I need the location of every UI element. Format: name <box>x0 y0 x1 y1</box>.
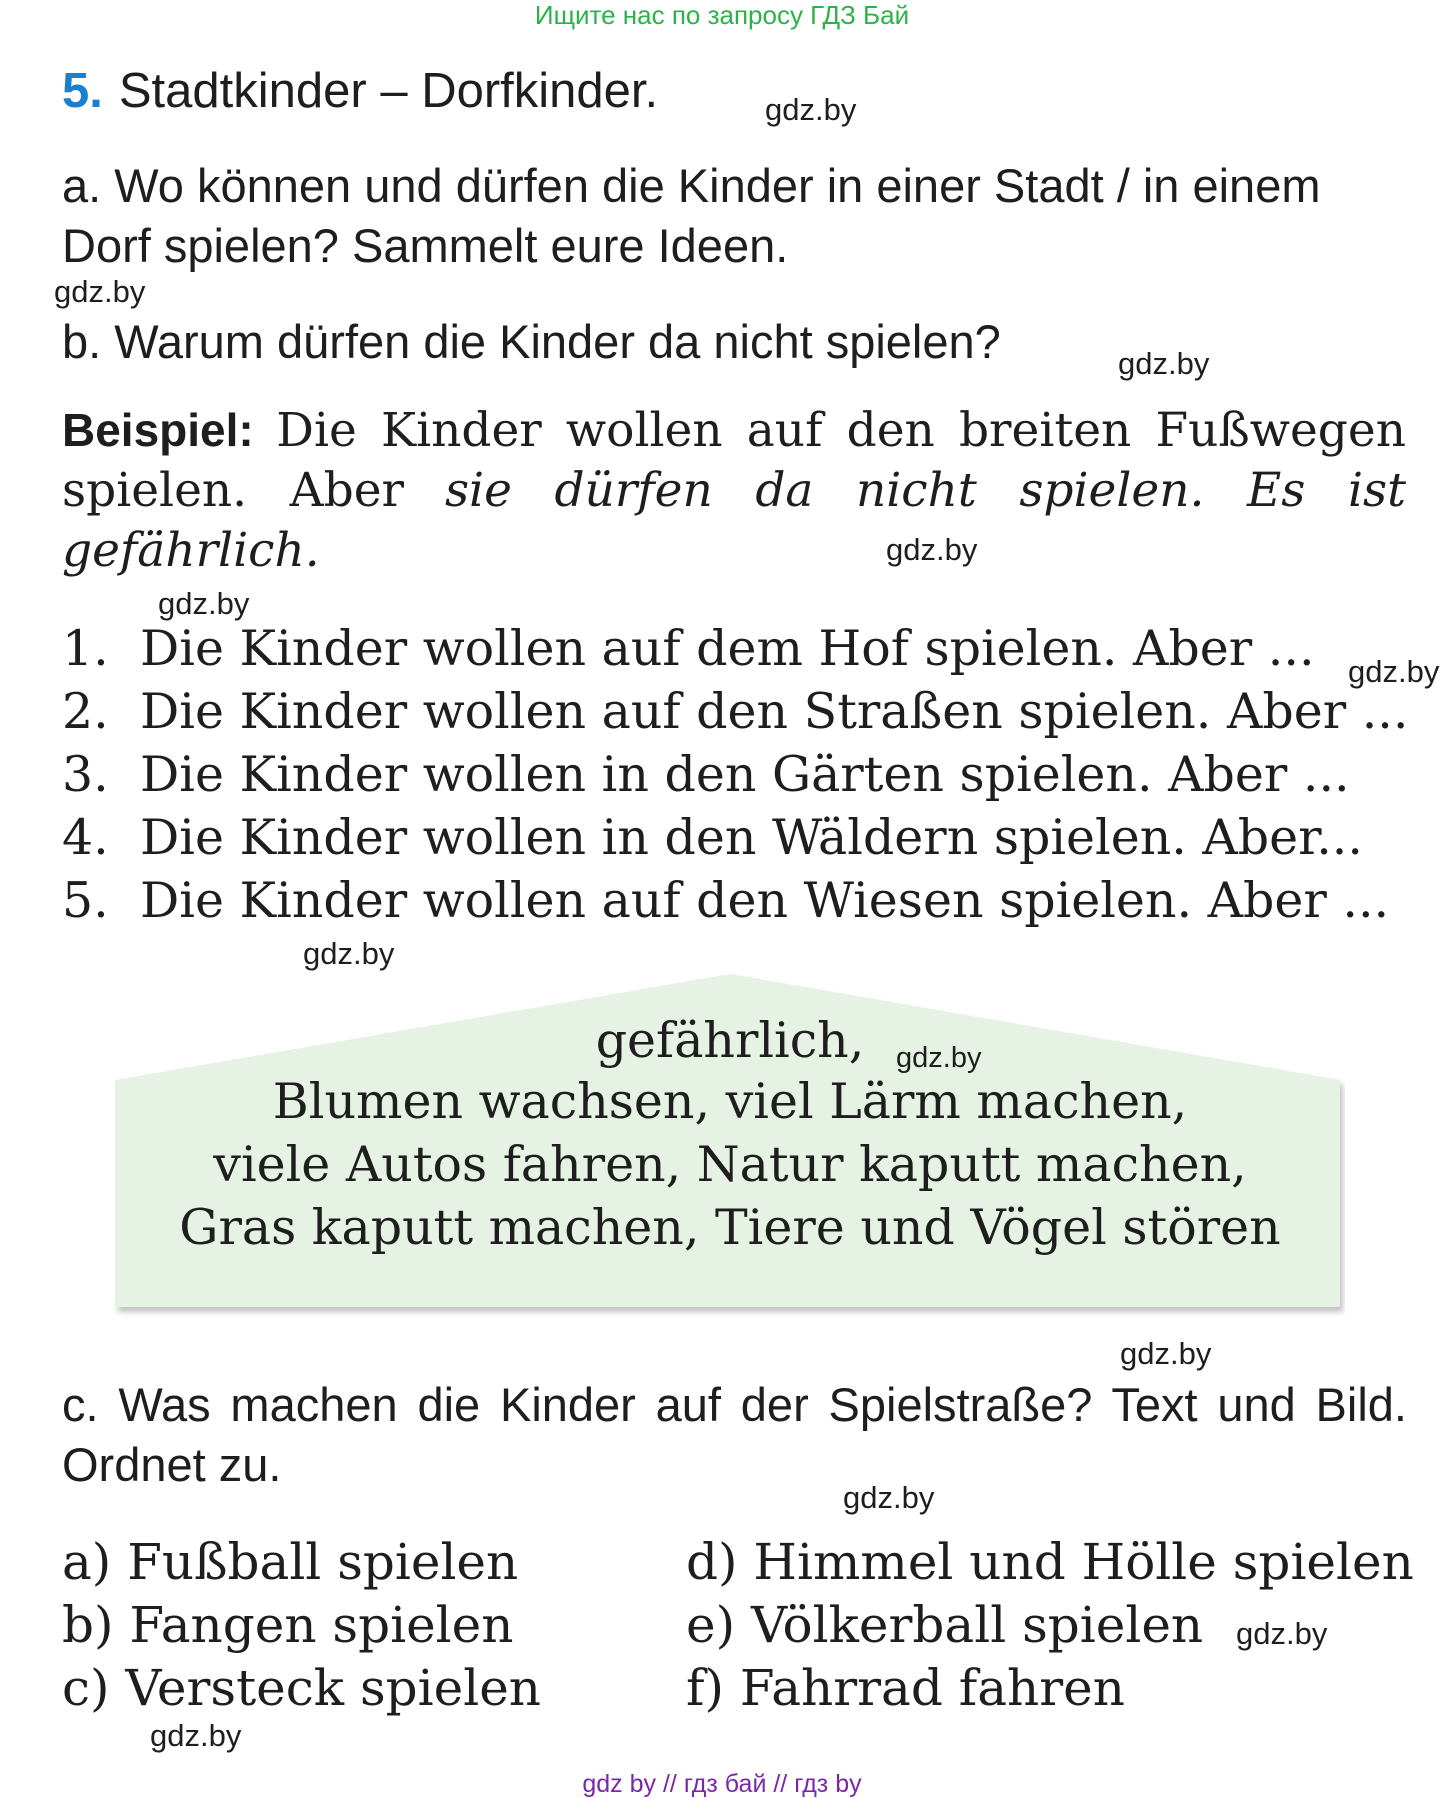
activity-item: e) Völkerball spielen <box>686 1596 1204 1654</box>
watermark: gdz.by <box>303 936 395 971</box>
list-item <box>62 617 1406 680</box>
activity-item: b) Fangen spielen <box>62 1596 514 1654</box>
task-a: a. Wo können und dürfen die Kinder in einer Stadt / in einem Dorf spielen? Sammelt eure Ideen. <box>62 159 1321 272</box>
list-item <box>62 743 1406 806</box>
example-paragraph <box>62 400 1406 581</box>
watermark: gdz.by <box>843 1480 935 1515</box>
watermark: gdz.by <box>158 586 250 621</box>
sentence-list <box>62 617 1409 932</box>
activity-item: f) Fahrrad fahren <box>686 1659 1125 1717</box>
list-text: Die Kinder wollen in den Wäldern spielen. Aber... <box>140 809 1363 866</box>
list-text: Die Kinder wollen in den Gärten spielen. Aber ... <box>140 746 1350 803</box>
list-number: 2. <box>62 683 109 740</box>
activity-item: d) Himmel und Hölle spielen <box>686 1533 1414 1591</box>
watermark: gdz.by <box>150 1718 242 1753</box>
word-box-line: viele Autos fahren, Natur kaputt machen, <box>213 1136 1247 1193</box>
watermark: gdz.by <box>896 1042 982 1074</box>
word-box-line: gefährlich, <box>595 1012 865 1069</box>
list-number: 3. <box>62 746 109 803</box>
word-box-line: Blumen wachsen, viel Lärm machen, <box>272 1073 1188 1130</box>
activity-item: c) Versteck spielen <box>62 1659 541 1717</box>
example-text: Die Kinder wollen auf den breiten Fußwegen spielen. Aber <box>62 403 1406 518</box>
list-text: Die Kinder wollen auf dem Hof spielen. Aber ... <box>140 620 1315 677</box>
watermark: gdz.by <box>886 532 978 567</box>
watermark: gdz.by <box>765 92 857 127</box>
watermark: gdz.by <box>54 274 146 309</box>
exercise-title-text: Stadtkinder – Dorfkinder. <box>118 64 659 118</box>
task-c: c. Was machen die Kinder auf der Spielstraße? Text und Bild. Ordnet zu. <box>62 1378 1407 1491</box>
exercise-number: 5. <box>62 64 103 118</box>
list-number: 1. <box>62 620 109 677</box>
list-number: 5. <box>62 872 109 929</box>
example-text-italic: sie dürfen da nicht spielen. Es ist gefährlich. <box>62 463 1407 578</box>
footer: gdz by // гдз бай // гдз by <box>582 1770 862 1798</box>
watermark: gdz.by <box>1120 1336 1212 1371</box>
list-text: Die Kinder wollen auf den Wiesen spielen. Aber ... <box>140 872 1390 929</box>
task-b: b. Warum dürfen die Kinder da nicht spielen? <box>62 315 1001 368</box>
watermark: gdz.by <box>1348 654 1440 689</box>
list-item <box>62 806 1406 869</box>
list-item <box>62 869 1406 932</box>
list-item <box>62 680 1409 743</box>
list-number: 4. <box>62 809 109 866</box>
watermark: gdz.by <box>1118 346 1210 381</box>
word-box <box>115 970 1345 1320</box>
list-text: Die Kinder wollen auf den Straßen spielen. Aber ... <box>140 683 1409 740</box>
watermark: gdz.by <box>1236 1616 1328 1651</box>
activity-item: a) Fußball spielen <box>62 1533 519 1591</box>
word-box-line: Gras kaputt machen, Tiere und Vögel stören <box>179 1199 1281 1256</box>
exercise-title <box>62 56 658 126</box>
example-label: Beispiel: <box>62 404 254 456</box>
top-banner: Ищите нас по запросу ГДЗ Бай <box>534 0 910 30</box>
activities-left <box>62 1531 541 1720</box>
